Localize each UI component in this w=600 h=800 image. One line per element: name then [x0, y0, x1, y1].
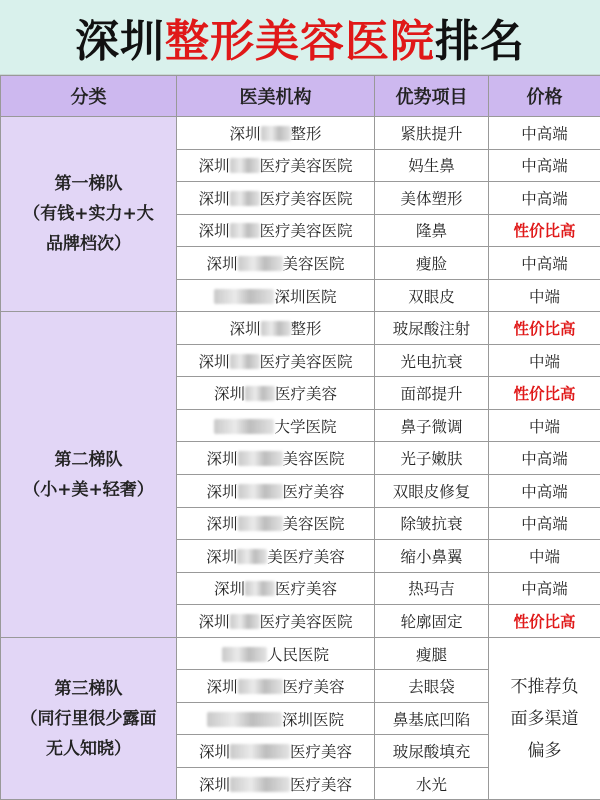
redacted-name: [238, 256, 283, 271]
institution-cell: [177, 507, 375, 540]
institution-cell: [177, 344, 375, 377]
institution-cell: [177, 442, 375, 475]
project-cell: 面部提升: [375, 377, 489, 410]
price-cell: 中高端: [489, 507, 600, 540]
institution-suffix: 整形: [291, 320, 322, 338]
table-header-row: [1, 76, 600, 117]
header-price: 价格: [489, 76, 600, 117]
institution-suffix: 医疗美容医院: [260, 353, 353, 371]
institution-prefix: 深圳: [206, 548, 237, 566]
redacted-name: [222, 647, 267, 662]
institution-cell: [177, 767, 375, 800]
price-cell: 中端: [489, 344, 600, 377]
table-body: [1, 117, 600, 800]
project-cell: 双眼皮: [375, 279, 489, 312]
institution-prefix: 深圳: [229, 125, 260, 143]
redacted-name: [230, 354, 260, 369]
header-project: 优势项目: [375, 76, 489, 117]
institution-cell: [177, 605, 375, 638]
project-cell: 玻尿酸填充: [375, 735, 489, 768]
project-cell: 瘦脸: [375, 247, 489, 280]
table-row: [1, 312, 600, 345]
tier-name: 第二梯队: [1, 445, 176, 475]
redacted-name: [230, 744, 290, 759]
institution-cell: [177, 182, 375, 215]
institution-cell: [177, 670, 375, 703]
redacted-name: [207, 712, 282, 727]
project-cell: 轮廓固定: [375, 605, 489, 638]
institution-prefix: 深圳: [206, 255, 237, 273]
institution-suffix: 深圳医院: [274, 288, 336, 306]
project-cell: 除皱抗衰: [375, 507, 489, 540]
price-cell: 性价比高: [489, 312, 600, 345]
institution-cell: [177, 475, 375, 508]
redacted-name: [230, 191, 260, 206]
project-cell: 鼻基底凹陷: [375, 702, 489, 735]
project-cell: 缩小鼻翼: [375, 540, 489, 573]
institution-prefix: 深圳: [199, 776, 230, 794]
page-title: [0, 0, 600, 75]
institution-cell: [177, 540, 375, 573]
redacted-name: [238, 451, 283, 466]
tier-description: （同行里很少露面无人知晓）: [1, 704, 176, 764]
price-cell: 中端: [489, 409, 600, 442]
price-cell: 中高端: [489, 475, 600, 508]
price-cell: 中高端: [489, 117, 600, 150]
institution-suffix: 深圳医院: [282, 711, 344, 729]
institution-cell: [177, 312, 375, 345]
project-cell: 紧肤提升: [375, 117, 489, 150]
institution-suffix: 医疗美容: [275, 580, 337, 598]
project-cell: 玻尿酸注射: [375, 312, 489, 345]
project-cell: 瘦腿: [375, 637, 489, 670]
project-cell: 光子嫩肤: [375, 442, 489, 475]
institution-prefix: 深圳: [206, 450, 237, 468]
institution-suffix: 人民医院: [267, 646, 329, 664]
tier-description: （小+美+轻奢）: [1, 475, 176, 505]
project-cell: 妈生鼻: [375, 149, 489, 182]
redacted-name: [238, 516, 283, 531]
institution-prefix: 深圳: [206, 515, 237, 533]
project-cell: 水光: [375, 767, 489, 800]
institution-cell: [177, 247, 375, 280]
redacted-name: [230, 614, 260, 629]
institution-suffix: 医疗美容: [283, 678, 345, 696]
institution-prefix: 深圳: [198, 157, 229, 175]
price-cell: 中高端: [489, 247, 600, 280]
redacted-name: [230, 223, 260, 238]
institution-prefix: 深圳: [198, 222, 229, 240]
institution-cell: [177, 214, 375, 247]
title-part-3: 排名: [435, 5, 525, 69]
tier-cell: [1, 637, 177, 800]
institution-prefix: 深圳: [206, 678, 237, 696]
institution-cell: [177, 377, 375, 410]
project-cell: 热玛吉: [375, 572, 489, 605]
project-cell: 鼻子微调: [375, 409, 489, 442]
tier-cell: [1, 312, 177, 637]
institution-suffix: 整形: [291, 125, 322, 143]
price-cell: 中高端: [489, 149, 600, 182]
tier-note: 不推荐负面多渠道偏多: [510, 671, 580, 767]
institution-cell: [177, 702, 375, 735]
institution-suffix: 医疗美容医院: [260, 222, 353, 240]
price-cell: 中高端: [489, 182, 600, 215]
redacted-name: [214, 419, 274, 434]
institution-prefix: 深圳: [199, 743, 230, 761]
institution-suffix: 医疗美容: [290, 743, 352, 761]
institution-suffix: 医疗美容医院: [260, 190, 353, 208]
tier-name: 第三梯队: [1, 674, 176, 704]
institution-suffix: 医疗美容: [283, 483, 345, 501]
redacted-name: [230, 777, 290, 792]
institution-cell: [177, 117, 375, 150]
price-cell: 中高端: [489, 572, 600, 605]
price-cell: 中端: [489, 279, 600, 312]
table-row: [1, 637, 600, 670]
tier-cell: [1, 117, 177, 312]
institution-prefix: 深圳: [229, 320, 260, 338]
institution-suffix: 医疗美容医院: [260, 157, 353, 175]
institution-cell: [177, 149, 375, 182]
institution-prefix: 深圳: [214, 580, 245, 598]
institution-prefix: 深圳: [214, 385, 245, 403]
institution-suffix: 大学医院: [274, 418, 336, 436]
institution-prefix: 深圳: [198, 613, 229, 631]
price-cell: 性价比高: [489, 214, 600, 247]
price-cell: 性价比高: [489, 377, 600, 410]
project-cell: 去眼袋: [375, 670, 489, 703]
table-row: [1, 117, 600, 150]
institution-cell: [177, 279, 375, 312]
redacted-name: [261, 126, 291, 141]
project-cell: 双眼皮修复: [375, 475, 489, 508]
institution-cell: [177, 735, 375, 768]
ranking-table: [0, 75, 600, 800]
redacted-name: [245, 386, 275, 401]
institution-suffix: 医疗美容医院: [260, 613, 353, 631]
institution-suffix: 美容医院: [283, 255, 345, 273]
redacted-name: [214, 289, 274, 304]
header-institution: 医美机构: [177, 76, 375, 117]
tier-note-cell: [489, 637, 600, 800]
institution-prefix: 深圳: [198, 190, 229, 208]
price-cell: 中高端: [489, 442, 600, 475]
institution-suffix: 美容医院: [283, 450, 345, 468]
price-cell: 中端: [489, 540, 600, 573]
title-part-2: 整形美容医院: [165, 5, 435, 69]
redacted-name: [261, 321, 291, 336]
institution-suffix: 美医疗美容: [267, 548, 345, 566]
institution-cell: [177, 572, 375, 605]
tier-name: 第一梯队: [1, 169, 176, 199]
institution-prefix: 深圳: [198, 353, 229, 371]
institution-suffix: 医疗美容: [275, 385, 337, 403]
project-cell: 光电抗衰: [375, 344, 489, 377]
redacted-name: [237, 549, 267, 564]
institution-suffix: 医疗美容: [290, 776, 352, 794]
redacted-name: [245, 581, 275, 596]
redacted-name: [230, 158, 260, 173]
tier-description: （有钱+实力+大品牌档次）: [1, 199, 176, 259]
title-part-1: 深圳: [75, 5, 165, 69]
price-cell: 性价比高: [489, 605, 600, 638]
institution-suffix: 美容医院: [283, 515, 345, 533]
project-cell: 美体塑形: [375, 182, 489, 215]
header-category: 分类: [1, 76, 177, 117]
institution-cell: [177, 637, 375, 670]
redacted-name: [238, 484, 283, 499]
redacted-name: [238, 679, 283, 694]
project-cell: 隆鼻: [375, 214, 489, 247]
institution-cell: [177, 409, 375, 442]
institution-prefix: 深圳: [206, 483, 237, 501]
